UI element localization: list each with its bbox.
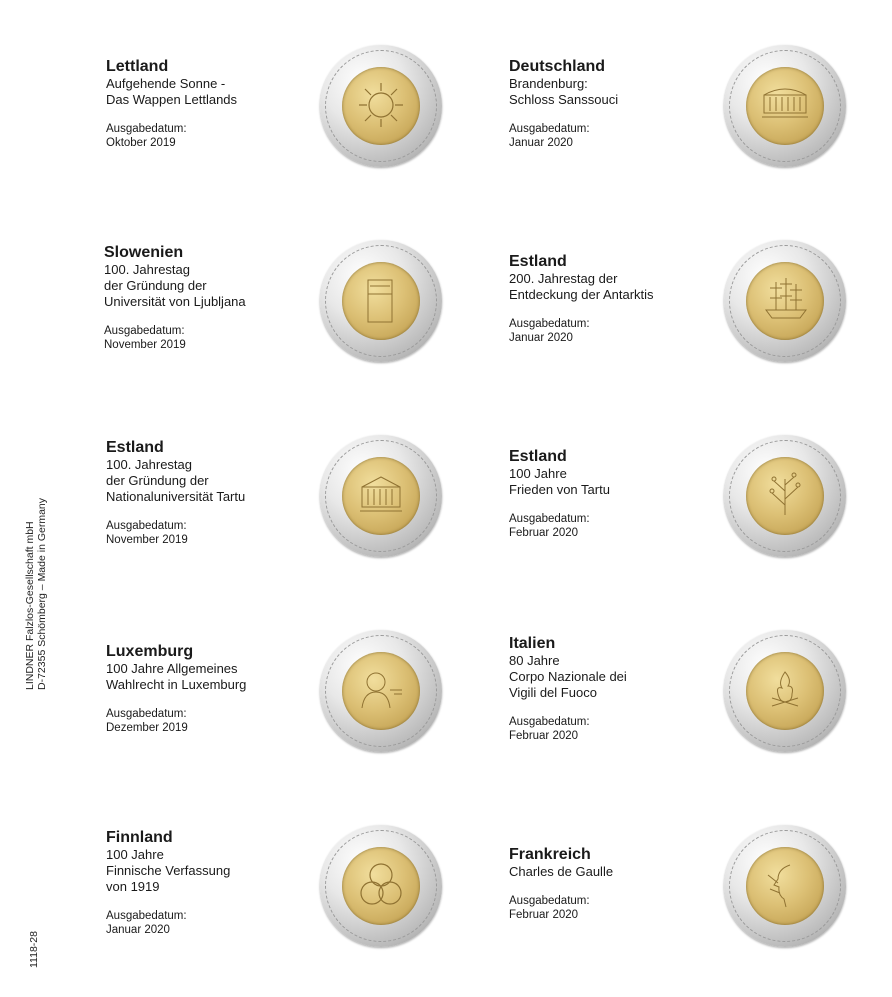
issue-date: Februar 2020 [509, 730, 579, 742]
issue-date-label: Ausgabedatum: [509, 318, 590, 330]
three-circles-icon [320, 825, 442, 947]
coin-image-estland-tartu-university [320, 435, 442, 557]
issue-date-label: Ausgabedatum: [104, 325, 185, 337]
issue-date-label: Ausgabedatum: [509, 895, 590, 907]
coin-entry-luxemburg [106, 642, 326, 735]
issue-date-label: Ausgabedatum: [509, 123, 590, 135]
coin-image-estland-tartu-peace [724, 435, 846, 557]
country-name: Finnland [106, 829, 173, 846]
coin-image-luxemburg [320, 630, 442, 752]
coin-description: 100 Jahre Frieden von Tartu [509, 466, 610, 497]
coin-description: 100. Jahrestag der Gründung der Nationaluniversität Tartu [106, 457, 246, 504]
coin-entry-deutschland [509, 57, 729, 150]
publisher-line-2: D-72355 Schömberg – Made in Germany [36, 497, 48, 690]
country-name: Lettland [106, 58, 169, 75]
publisher-imprint [24, 498, 48, 690]
issue-date-label: Ausgabedatum: [106, 520, 187, 532]
issue-date-label: Ausgabedatum: [106, 910, 187, 922]
issue-date: November 2019 [104, 339, 186, 351]
coin-entry-slowenien [104, 243, 324, 352]
coin-image-frankreich [724, 825, 846, 947]
sun-coat-of-arms-icon [320, 45, 442, 167]
coin-description: 100 Jahre Allgemeines Wahlrecht in Luxemburg [106, 661, 247, 692]
university-building-icon [320, 435, 442, 557]
coin-description: Aufgehende Sonne - Das Wappen Lettlands [106, 76, 238, 107]
coin-image-estland-antarktis [724, 240, 846, 362]
issue-date: Februar 2020 [509, 527, 579, 539]
coin-description: 80 Jahre Corpo Nazionale dei Vigili del Fuoco [509, 653, 627, 700]
issue-date: Februar 2020 [509, 909, 579, 921]
coin-description: Charles de Gaulle [509, 864, 614, 879]
issue-date: Januar 2020 [106, 924, 170, 936]
coin-image-italien [724, 630, 846, 752]
country-name: Luxemburg [106, 643, 194, 660]
coin-description: 200. Jahrestag der Entdeckung der Antarktis [509, 271, 654, 302]
coin-entry-lettland [106, 57, 326, 150]
university-emblem-icon [320, 240, 442, 362]
issue-date: Januar 2020 [509, 332, 573, 344]
issue-date-label: Ausgabedatum: [509, 716, 590, 728]
coin-entry-estland-antarktis [509, 252, 729, 345]
coin-image-slowenien [320, 240, 442, 362]
coin-image-lettland [320, 45, 442, 167]
country-name: Estland [106, 439, 164, 456]
issue-date-label: Ausgabedatum: [509, 513, 590, 525]
country-name: Slowenien [104, 244, 184, 261]
coin-entry-frankreich [509, 845, 729, 922]
issue-date-label: Ausgabedatum: [106, 123, 187, 135]
fire-emblem-icon [724, 630, 846, 752]
profile-icon [724, 825, 846, 947]
issue-date: Januar 2020 [509, 137, 573, 149]
coin-entry-estland-tartu-university [106, 438, 326, 547]
country-name: Deutschland [509, 58, 606, 75]
publisher-line-1: LINDNER Falzlos-Gesellschaft mbH [24, 521, 36, 690]
country-name: Estland [509, 448, 567, 465]
coin-image-deutschland [724, 45, 846, 167]
sidebar [18, 0, 58, 997]
coin-entry-estland-tartu-peace [509, 447, 729, 540]
coin-description: 100. Jahrestag der Gründung der Universität von Ljubljana [104, 262, 246, 309]
page-code: 1118-28 [28, 931, 40, 968]
country-name: Italien [509, 635, 556, 652]
country-name: Estland [509, 253, 567, 270]
coin-image-finnland [320, 825, 442, 947]
sailing-ship-icon [724, 240, 846, 362]
issue-date-label: Ausgabedatum: [106, 708, 187, 720]
coin-entry-italien [509, 634, 729, 743]
palace-icon [724, 45, 846, 167]
coin-entry-finnland [106, 828, 326, 937]
tree-icon [724, 435, 846, 557]
coin-description: Brandenburg: Schloss Sanssouci [509, 76, 619, 107]
country-name: Frankreich [509, 846, 591, 863]
issue-date: November 2019 [106, 534, 188, 546]
issue-date: Dezember 2019 [106, 722, 188, 734]
portrait-icon [320, 630, 442, 752]
issue-date: Oktober 2019 [106, 137, 176, 149]
coin-description: 100 Jahre Finnische Verfassung von 1919 [106, 847, 231, 894]
